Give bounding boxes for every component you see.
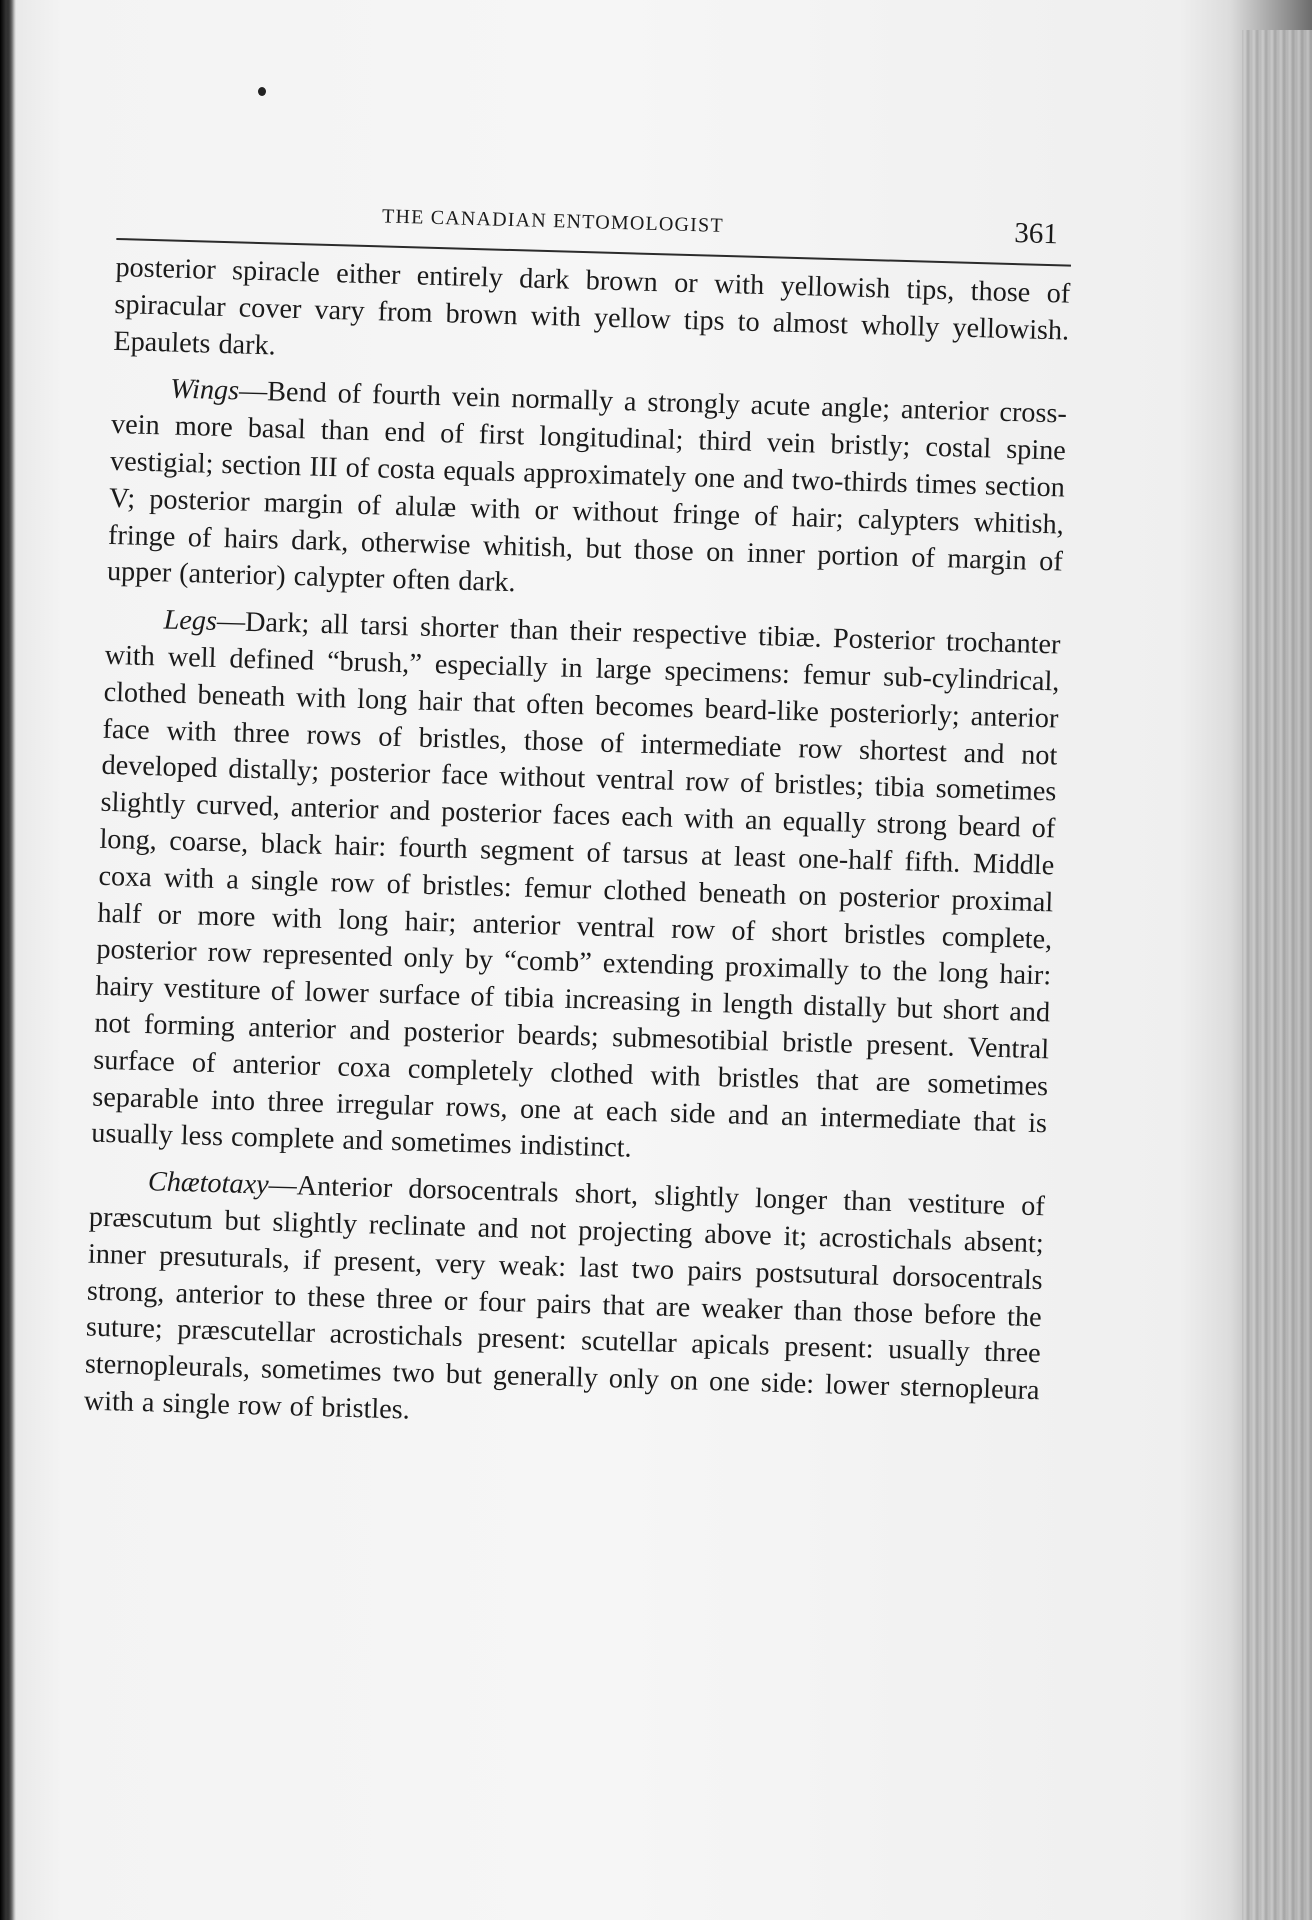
ink-speck bbox=[258, 87, 266, 96]
page-stack-edge bbox=[1242, 30, 1312, 1920]
section-heading-legs: Legs bbox=[163, 604, 218, 638]
paragraph-legs bbox=[91, 601, 1061, 1179]
binding-shadow bbox=[0, 0, 14, 1920]
paragraph-wings bbox=[107, 370, 1068, 617]
journal-title: THE CANADIAN ENTOMOLOGIST bbox=[381, 205, 725, 237]
paragraph-text: —Dark; all tarsi shorter than their respective tibiæ. Posterior trochanter with well defined “brush,” especially in large specimens: femur sub-cylindrical, clothed beneath with long hair that often becomes beard-like posteriorly; anterior face with three rows of bristles, those of intermediate row shortest and not developed distally; posterior face without ventral row of bristles; tibia sometimes slightly curved, anterior and posterior faces each with an equally strong beard of long, coarse, black hair: fourth segment of tarsus at least one-half fifth. Middle coxa with a single row of bristles: femur clothed beneath on posterior proximal half or more with long hair; anterior ventral row of short bristles complete, posterior row represented only by “comb” extending proximally to the long hair: hairy vestiture of lower surface of tibia increasing in length distally but short and not forming anterior and posterior beards; submesotibial bristle present. Ventral surface of anterior coxa completely clothed with bristles that are sometimes separable into three irregular rows, one at each side and an intermediate that is usually less complete and sometimes indistinct. bbox=[90, 606, 1061, 1165]
page-number: 361 bbox=[1013, 217, 1059, 251]
section-heading-wings: Wings bbox=[169, 373, 240, 407]
paragraph-text: —Anterior dorsocentrals short, slightly longer than vestiture of præscutum but slightly reclinate and not projecting above it; acrostichals absent; inner presuturals, if present, very weak: last two pairs postsutural dorsocentrals strong, anterior to these three or four pairs that are weaker than those before the suture; præscutellar acrostichals present: scutellar apicals present: usually three sternopleurals, sometimes two but generally only on one side: lower sternopleura with a single row of bristles. bbox=[83, 1169, 1046, 1426]
paragraph-text: —Bend of fourth vein normally a strongly acute angle; anterior cross-vein more basal than end of first longitudinal; third vein bristly; costal spine vestigial; section III of costa equals approximately one and two-thirds times section V; posterior margin of alulæ with or without fringe of hair; calypters whitish, fringe of hairs dark, otherwise whitish, but those on inner portion of margin of upper (anterior) calypter often dark. bbox=[106, 375, 1068, 599]
section-heading-chaetotaxy: Chætotaxy bbox=[147, 1166, 270, 1201]
paragraph-chaetotaxy bbox=[83, 1163, 1045, 1447]
paragraph-text: posterior spiracle either entirely dark brown or with yellowish tips, those of spiracular cover vary from brown with yellow tips to almost wholly yellowish. Epaulets dark. bbox=[113, 251, 1071, 362]
paragraph-continued bbox=[113, 250, 1071, 387]
page-text-block bbox=[71, 180, 1073, 1906]
